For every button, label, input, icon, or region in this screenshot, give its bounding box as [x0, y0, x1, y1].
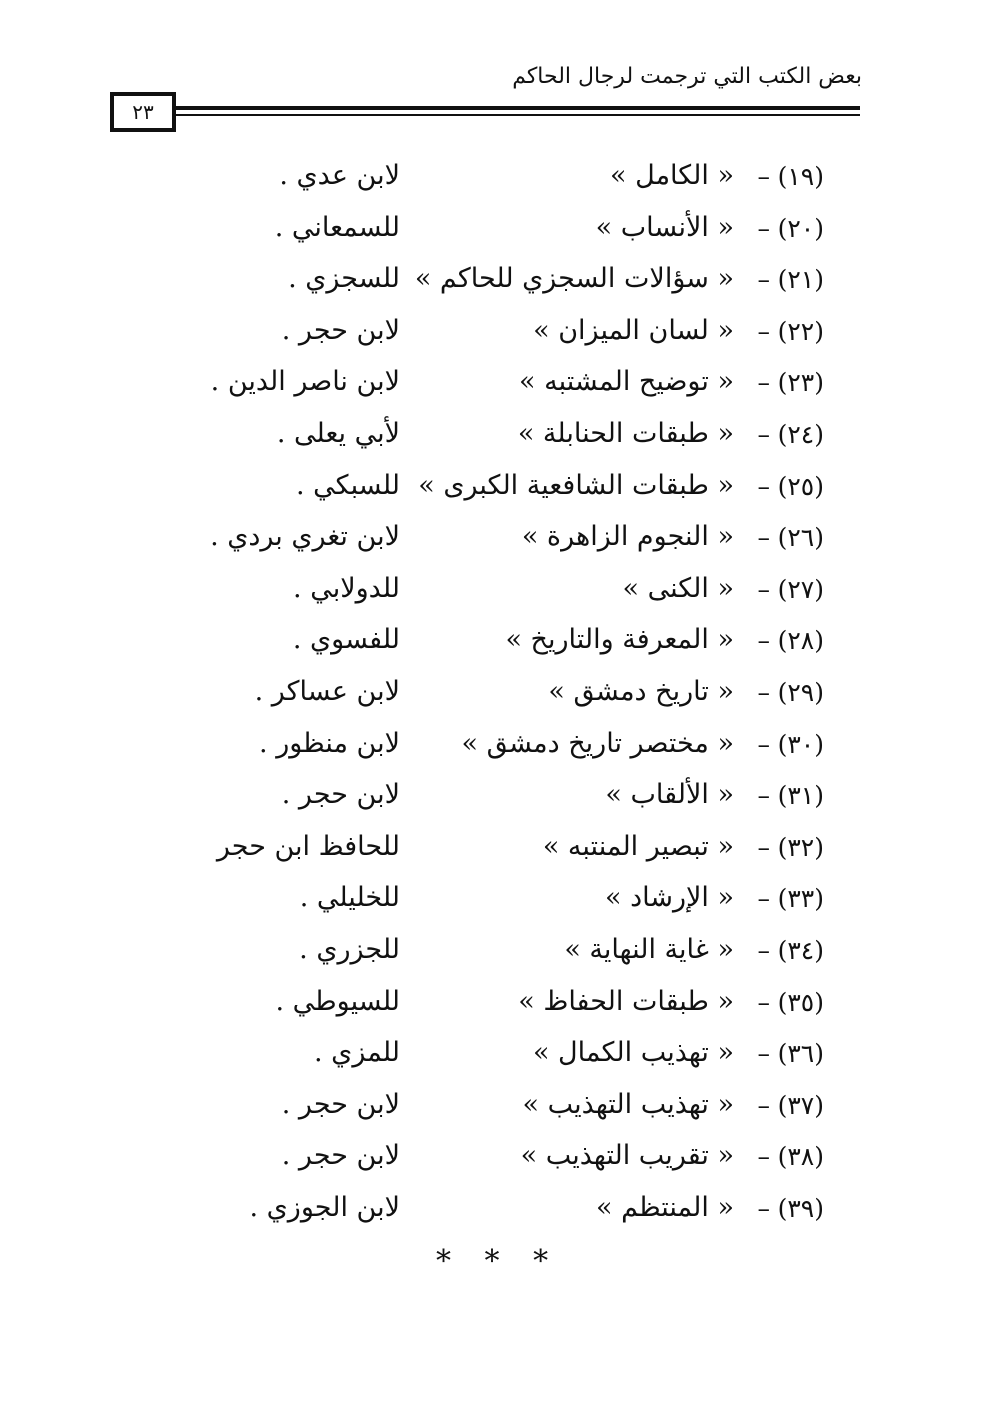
entry-number: (٣٨) — [777, 1142, 824, 1172]
entry-dash: – — [757, 729, 770, 759]
entry-number: (٢٦) — [777, 523, 824, 553]
book-title: « طبقات الحنابلة » — [517, 417, 734, 449]
book-author: لابن تغري بردي . — [210, 521, 400, 553]
entry-dash: – — [757, 1142, 770, 1172]
list-item — [0, 360, 992, 412]
entry-dash: – — [757, 884, 770, 914]
entry-number: (٢١) — [777, 265, 824, 295]
list-item — [0, 154, 992, 206]
entry-dash: – — [757, 265, 770, 295]
book-title: « تقريب التهذيب » — [520, 1140, 734, 1172]
book-author: للسجزي . — [288, 263, 400, 295]
book-title: « الألقاب » — [605, 779, 734, 811]
book-title: « المنتظم » — [596, 1191, 734, 1223]
book-author: لابن عساكر . — [254, 675, 400, 707]
entry-dash: – — [757, 1090, 770, 1120]
book-title: « تاريخ دمشق » — [548, 675, 734, 707]
entry-number: (٢٠) — [777, 213, 824, 243]
entry-number: (٣١) — [777, 781, 824, 811]
book-author: للسمعاني . — [274, 211, 400, 243]
book-author: للفسوي . — [292, 624, 400, 656]
book-title: « طبقات الحفاظ » — [518, 985, 734, 1017]
entry-dash: – — [757, 316, 770, 346]
entry-dash: – — [757, 832, 770, 862]
book-author: لأبي يعلى . — [276, 417, 400, 449]
section-separator: * * * — [436, 1244, 561, 1279]
entry-dash: – — [757, 471, 770, 501]
entry-number: (٣٢) — [777, 832, 824, 862]
list-item — [0, 670, 992, 722]
book-title: « سؤالات السجزي للحاكم » — [414, 263, 734, 295]
entry-number: (٣٧) — [777, 1090, 824, 1120]
book-author: لابن منظور . — [259, 727, 400, 759]
book-title: « الكنى » — [622, 572, 734, 604]
book-author: لابن الجوزي . — [249, 1191, 400, 1223]
book-title: « الكامل » — [610, 160, 734, 191]
entry-number: (٢٢) — [777, 316, 824, 346]
book-title: « المعرفة والتاريخ » — [505, 624, 734, 656]
entry-dash: – — [757, 1039, 770, 1069]
header-rule — [176, 106, 860, 116]
book-author: لابن حجر . — [281, 314, 400, 346]
book-title: « توضيح المشتبه » — [519, 366, 734, 398]
list-item — [0, 309, 992, 361]
book-author: للسيوطي . — [275, 985, 400, 1017]
entry-dash: – — [757, 626, 770, 656]
list-item — [0, 928, 992, 980]
book-author: للمزي . — [314, 1037, 400, 1069]
entry-number: (٢٧) — [777, 574, 824, 604]
entry-number: (١٩) — [777, 162, 824, 191]
list-item — [0, 567, 992, 619]
book-list — [0, 154, 992, 1237]
entry-number: (٢٤) — [777, 419, 824, 449]
entry-number: (٣٣) — [777, 884, 824, 914]
page-number: ٢٣ — [110, 92, 176, 132]
list-item — [0, 980, 992, 1032]
book-author: لابن حجر . — [281, 1140, 400, 1172]
list-item — [0, 825, 992, 877]
entry-number: (٣٥) — [777, 987, 824, 1017]
book-author: لابن عدي . — [279, 160, 400, 191]
list-item — [0, 1031, 992, 1083]
list-item — [0, 412, 992, 464]
list-item — [0, 257, 992, 309]
book-author: للجزري . — [299, 933, 400, 965]
book-author: لابن حجر . — [281, 1088, 400, 1120]
list-item — [0, 722, 992, 774]
entry-number: (٢٩) — [777, 677, 824, 707]
list-item — [0, 1083, 992, 1135]
book-title: « تبصير المنتبه » — [542, 830, 734, 862]
book-title: « لسان الميزان » — [533, 314, 734, 346]
book-author: لابن حجر . — [281, 779, 400, 811]
entry-dash: – — [757, 419, 770, 449]
entry-dash: – — [757, 1193, 770, 1223]
book-title: « تهذيب التهذيب » — [522, 1088, 734, 1120]
book-title: « النجوم الزاهرة » — [521, 521, 734, 553]
entry-dash: – — [757, 523, 770, 553]
entry-dash: – — [757, 781, 770, 811]
book-title: « الأنساب » — [595, 211, 734, 243]
book-author: للخليلي . — [299, 882, 400, 914]
book-title: « مختصر تاريخ دمشق » — [461, 727, 734, 759]
list-item — [0, 876, 992, 928]
entry-number: (٣٤) — [777, 935, 824, 965]
entry-dash: – — [757, 987, 770, 1017]
book-author: للسبكي . — [296, 469, 400, 501]
entry-dash: – — [757, 935, 770, 965]
entry-number: (٢٣) — [777, 368, 824, 398]
book-title: « طبقات الشافعية الكبرى » — [418, 469, 734, 501]
list-item — [0, 618, 992, 670]
book-title: « الإرشاد » — [604, 882, 734, 914]
book-author: لابن ناصر الدين . — [210, 366, 400, 398]
entry-dash: – — [757, 213, 770, 243]
entry-dash: – — [757, 574, 770, 604]
entry-dash: – — [757, 677, 770, 707]
book-author: للحافظ ابن حجر — [216, 830, 400, 862]
book-title: « تهذيب الكمال » — [532, 1037, 734, 1069]
entry-dash: – — [757, 368, 770, 398]
entry-dash: – — [757, 162, 770, 191]
entry-number: (٣٩) — [777, 1193, 824, 1223]
list-item — [0, 206, 992, 258]
entry-number: (٣٠) — [777, 729, 824, 759]
list-item — [0, 1134, 992, 1186]
list-item — [0, 773, 992, 825]
list-item — [0, 515, 992, 567]
entry-number: (٣٦) — [777, 1039, 824, 1069]
list-item — [0, 464, 992, 516]
book-author: للدولابي . — [293, 572, 400, 604]
running-title: بعض الكتب التي ترجمت لرجال الحاكم — [512, 64, 862, 89]
book-title: « غاية النهاية » — [564, 933, 734, 965]
entry-number: (٢٥) — [777, 471, 824, 501]
list-item — [0, 1186, 992, 1238]
entry-number: (٢٨) — [777, 626, 824, 656]
